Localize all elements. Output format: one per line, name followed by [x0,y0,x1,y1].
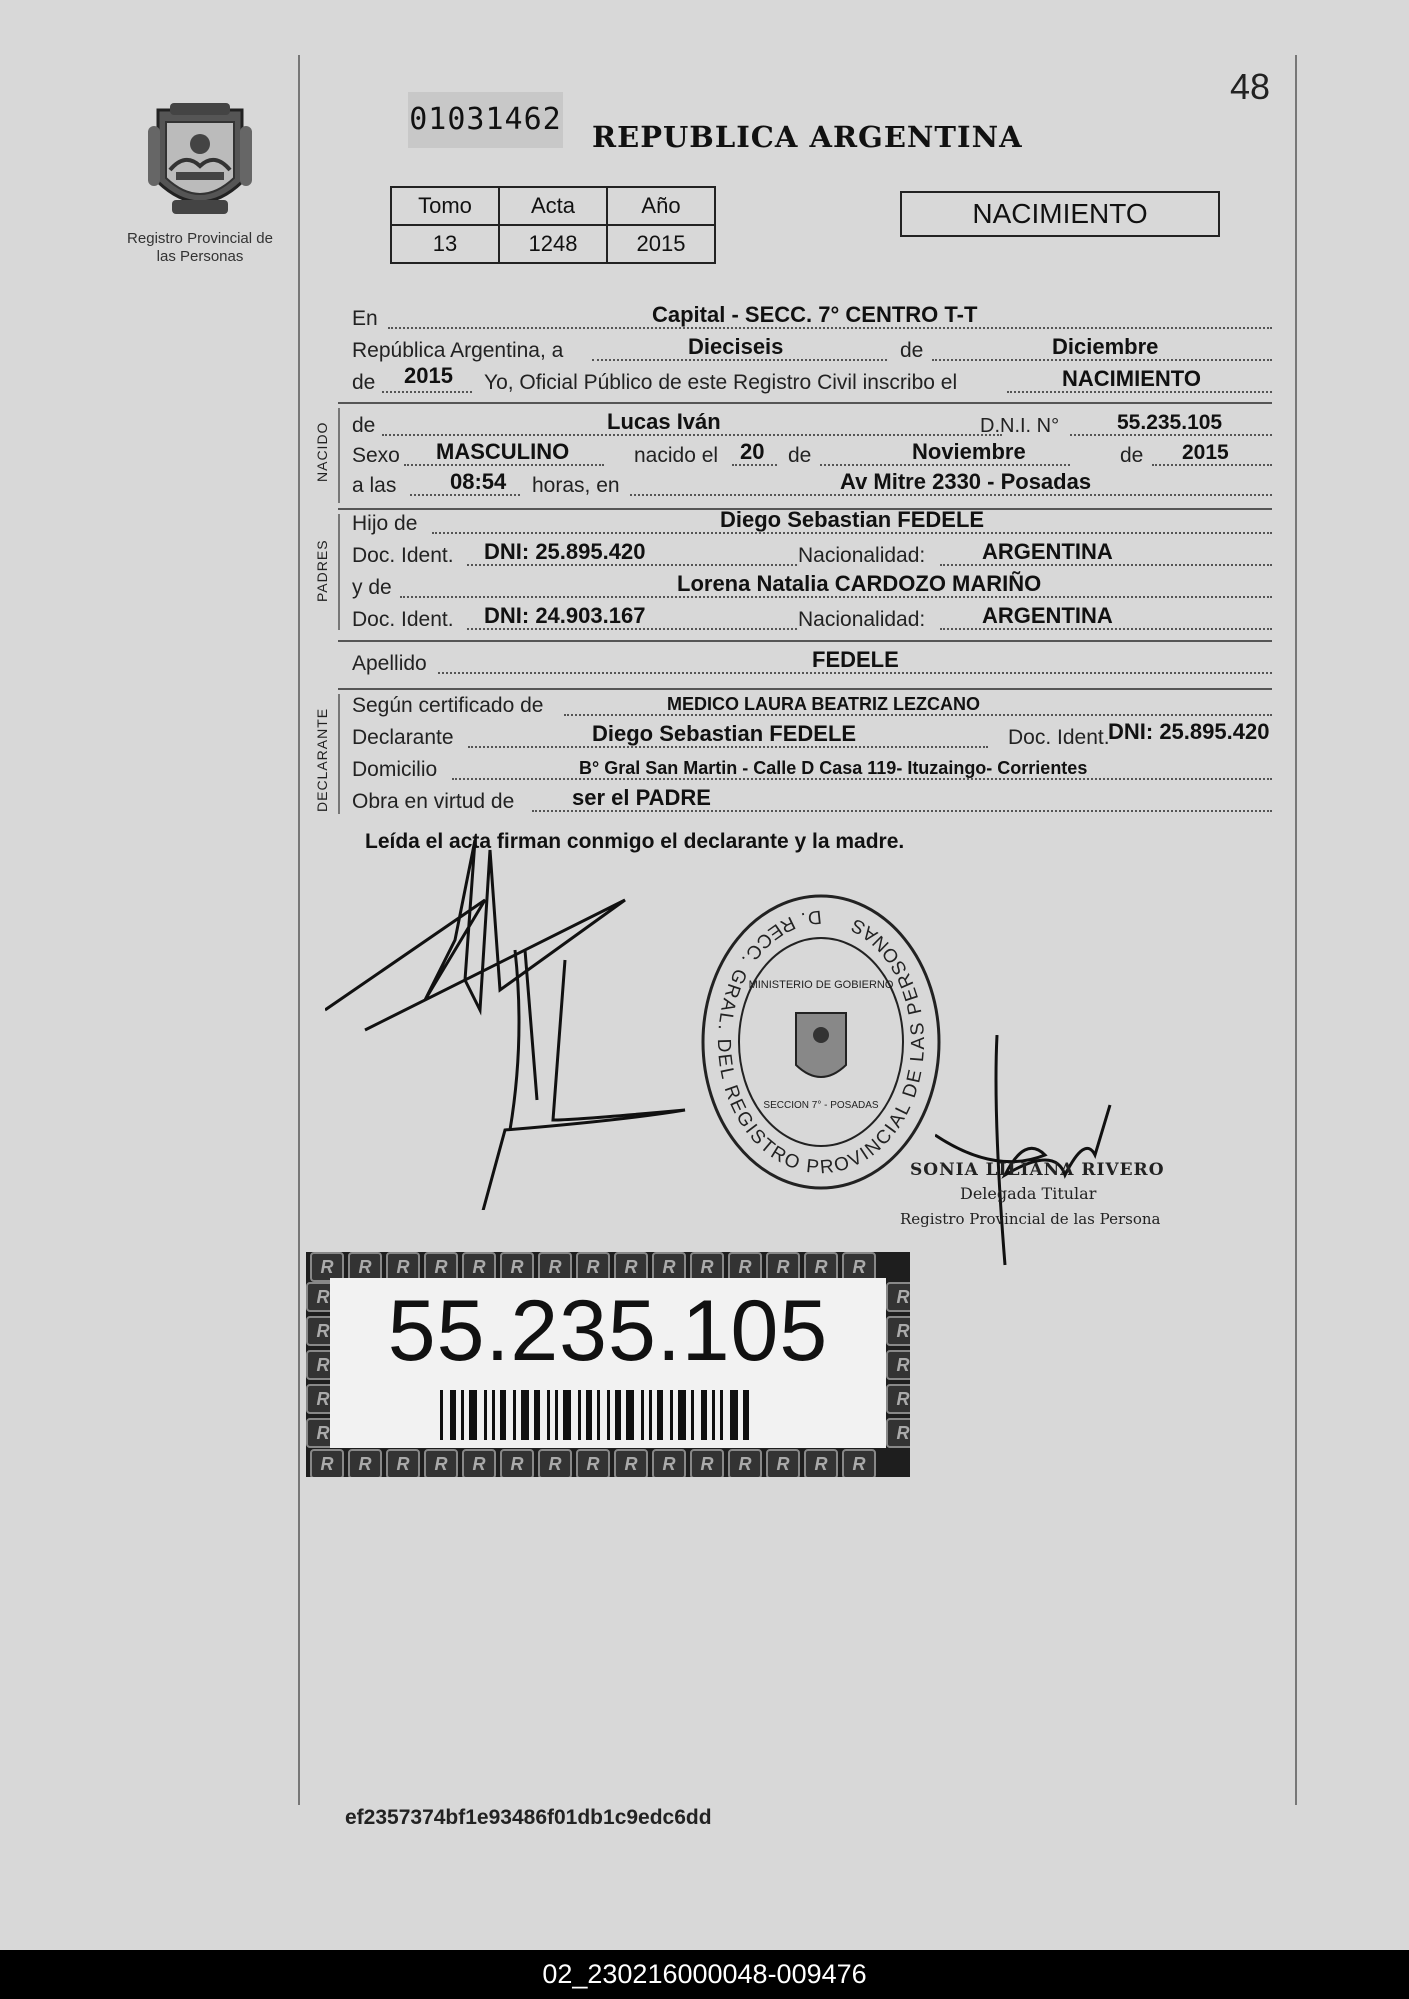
mother-nac-label: Nacionalidad: [798,608,926,631]
label-dni-number: 55.235.105 [387,1283,829,1379]
barcode-bar [615,1390,621,1440]
security-pattern-r: R [842,1449,876,1477]
padres-section-label: PADRES [314,539,330,602]
nacido-section-label: NACIDO [314,421,330,482]
obra-label: Obra en virtud de [352,790,515,813]
mother-nationality-value: ARGENTINA [982,603,1113,628]
security-pattern-r: R [386,1252,420,1282]
left-margin-line [298,55,300,1805]
declarant-doc-value: DNI: 25.895.420 [1108,719,1270,744]
barcode-bar [743,1390,749,1440]
barcode-bar [701,1390,707,1440]
horas-label: horas, en [532,474,620,497]
security-pattern-r: R [306,1418,340,1448]
barcode-bar [626,1390,634,1440]
serial-number: 01031462 [408,92,563,148]
certificate-value: MEDICO LAURA BEATRIZ LEZCANO [667,694,980,714]
security-pattern-r: R [804,1252,838,1282]
address-value: B° Gral San Martin - Calle D Casa 119- Ituzaingo- Corrientes [579,758,1088,778]
stamp-bottom-text: SECCION 7° - POSADAS [763,1100,879,1111]
de-year-label: de [352,371,376,394]
stamp-inner-text: MINISTERIO DE GOBIERNO [748,979,894,991]
dni-security-label [306,1252,910,1477]
acta-header: Acta [499,187,607,225]
barcode-bar [547,1390,550,1440]
sexo-label: Sexo [352,444,400,467]
nacido-el-label: nacido el [634,444,719,467]
security-pattern-r: R [690,1449,724,1477]
barcode-icon [440,1390,810,1440]
security-pattern-r: R [306,1282,340,1312]
country-title: REPUBLICA ARGENTINA [592,120,1023,154]
barcode-bar [657,1390,663,1440]
mother-doc-row [352,603,1272,636]
year-row [352,363,1272,399]
capacity-row [352,785,1272,818]
birth-year-value: 2015 [1182,441,1229,464]
barcode-bar [513,1390,516,1440]
capacity-value: ser el PADRE [572,785,711,810]
birth-month-value: Noviembre [912,439,1026,464]
security-pattern-r: R [310,1252,344,1282]
barcode-bar [649,1390,652,1440]
security-pattern-r: R [538,1252,572,1282]
barcode-bar [534,1390,540,1440]
barcode-bar [500,1390,506,1440]
barcode-bar [563,1390,571,1440]
security-pattern-r: R [348,1252,382,1282]
security-pattern-r: R [576,1449,610,1477]
barcode-bar [670,1390,673,1440]
barcode-bar [555,1390,558,1440]
security-pattern-r: R [690,1252,724,1282]
barcode-bar [440,1390,443,1440]
security-pattern-r: R [348,1449,382,1477]
security-pattern-r: R [804,1449,838,1477]
security-pattern-r: R [766,1252,800,1282]
security-pattern-r: R [886,1384,910,1414]
declarant-doc-label: Doc. Ident. [1008,726,1110,749]
cert-label: Según certificado de [352,694,544,717]
security-pattern-r: R [500,1252,534,1282]
registry-table [390,186,716,264]
acta-value: 1248 [499,225,607,263]
mother-doc-value: DNI: 24.903.167 [484,603,646,628]
registrar-name: SONIA LILIANA RIVERO [910,1160,1165,1180]
surname-value: FEDELE [812,647,899,672]
father-doc-row [352,539,1272,572]
mother-doc-label: Doc. Ident. [352,608,454,631]
security-pattern-r: R [886,1418,910,1448]
security-pattern-r: R [386,1449,420,1477]
provincial-registry-logo [140,100,260,220]
security-pattern-r: R [652,1252,686,1282]
month-value: Diciembre [1052,334,1159,359]
security-pattern-r: R [424,1449,458,1477]
security-pattern-r: R [576,1252,610,1282]
security-pattern-r: R [728,1252,762,1282]
child-name-value: Lucas Iván [607,409,721,434]
declarante-section-label: DECLARANTE [314,707,330,812]
security-pattern-r: R [652,1449,686,1477]
domicilio-label: Domicilio [352,758,438,781]
security-pattern-r: R [728,1449,762,1477]
de-year-birth-label: de [1120,444,1144,467]
registrar-signature [935,1035,1125,1275]
security-pattern-r: R [500,1449,534,1477]
address-row [352,756,1272,786]
birth-place-value: Av Mitre 2330 - Posadas [840,469,1092,494]
child-name-row [352,409,1272,442]
declarante-label: Declarante [352,726,454,749]
tomo-header: Tomo [391,187,499,225]
security-pattern-r: R [306,1316,340,1346]
stamp-outer-text: D. RECC. GRAL. DEL REGISTRO PROVINCIAL DE LAS PERSONAS [712,905,930,1179]
barcode-bar [641,1390,644,1440]
barcode-bar [720,1390,723,1440]
barcode-bar [521,1390,529,1440]
de-month-label: de [788,444,812,467]
barcode-bar [597,1390,600,1440]
barcode-bar [730,1390,738,1440]
place-row [352,302,1272,335]
security-pattern-r: R [766,1449,800,1477]
official-stamp [700,893,942,1191]
security-pattern-r: R [614,1252,648,1282]
page-number: 48 [1230,66,1271,107]
security-pattern-r: R [306,1350,340,1380]
security-pattern-r: R [886,1316,910,1346]
security-pattern-r: R [886,1282,910,1312]
mother-row [352,571,1272,604]
tomo-value: 13 [391,225,499,263]
birth-day-value: 20 [740,439,765,464]
child-dni-value: 55.235.105 [1117,411,1223,434]
security-pattern-r: R [306,1384,340,1414]
sex-value: MASCULINO [436,439,570,464]
inscription-type-value: NACIMIENTO [1062,366,1201,391]
father-doc-label: Doc. Ident. [352,544,454,567]
barcode-bar [678,1390,686,1440]
place-value: Capital - SECC. 7° CENTRO T-T [652,302,978,327]
de-label: de [900,339,924,362]
hijo-de-label: Hijo de [352,512,418,535]
apellido-label: Apellido [352,652,427,675]
right-margin-line [1295,55,1297,1805]
sex-birth-row [352,439,1272,472]
registrar-title: Delegada Titular [960,1184,1097,1203]
y-de-label: y de [352,576,392,599]
father-row [352,507,1272,540]
barcode-bar [586,1390,592,1440]
date-row [352,334,1272,367]
surname-row [352,647,1272,680]
barcode-bar [691,1390,694,1440]
en-label: En [352,307,378,330]
dni-label: D.N.I. N° [980,415,1060,437]
republica-label: República Argentina, a [352,339,564,362]
anio-value: 2015 [607,225,715,263]
father-name-value: Diego Sebastian FEDELE [720,507,985,532]
security-pattern-r: R [424,1252,458,1282]
registrar-office: Registro Provincial de las Persona [900,1210,1161,1228]
closing-statement: Leída el acta firman conmigo el declarante y la madre. [365,830,905,853]
security-pattern-r: R [842,1252,876,1282]
footer-file-id: 02_230216000048-009476 [0,1950,1409,1999]
barcode-bar [607,1390,610,1440]
dni-label-card [330,1278,886,1448]
declarant-signature [325,820,705,1210]
declarant-row [352,719,1272,754]
day-words-value: Dieciseis [688,334,784,359]
security-pattern-r: R [538,1449,572,1477]
anio-header: Año [607,187,715,225]
security-pattern-r: R [614,1449,648,1477]
barcode-bar [469,1390,477,1440]
father-nac-label: Nacionalidad: [798,544,926,567]
security-pattern-r: R [462,1449,496,1477]
barcode-bar [484,1390,487,1440]
act-type-box: NACIMIENTO [900,191,1220,237]
birth-time-value: 08:54 [450,469,507,494]
barcode-bar [450,1390,456,1440]
year-value: 2015 [404,363,453,388]
barcode-bar [578,1390,581,1440]
time-place-row [352,469,1272,502]
security-pattern-r: R [886,1350,910,1380]
father-nationality-value: ARGENTINA [982,539,1113,564]
barcode-bar [712,1390,715,1440]
yo-text: Yo, Oficial Público de este Registro Civil inscribo el [484,371,958,394]
barcode-bar [492,1390,495,1440]
father-doc-value: DNI: 25.895.420 [484,539,646,564]
document-hash: ef2357374bf1e93486f01db1c9edc6dd [345,1806,712,1829]
barcode-bar [461,1390,464,1440]
logo-caption: Registro Provincial de las Personas [127,230,273,265]
a-las-label: a las [352,474,397,497]
security-pattern-r: R [462,1252,496,1282]
certificate-row [352,692,1272,722]
de-name-label: de [352,414,376,437]
declarant-name-value: Diego Sebastian FEDELE [592,721,857,746]
security-pattern-r: R [310,1449,344,1477]
mother-name-value: Lorena Natalia CARDOZO MARIÑO [677,571,1042,596]
